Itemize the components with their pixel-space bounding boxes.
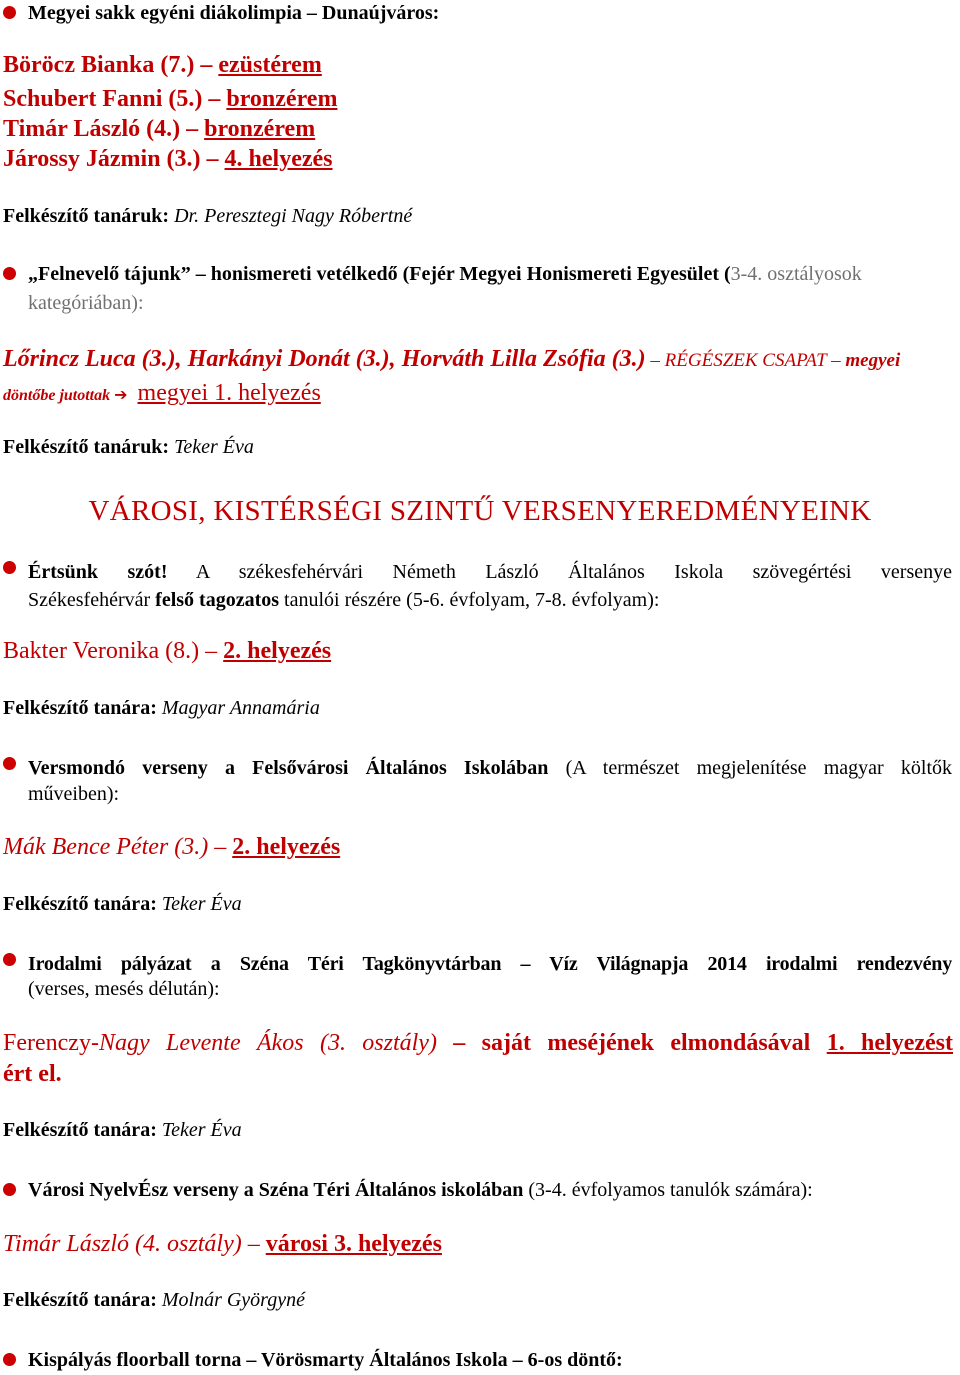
arrow-right-icon: ➔ [114,385,128,404]
section-honismeret-title: „Felnevelő tájunk” – honismereti vetélkedő (Fejér Megyei Honismereti Egyesület (3-4. osztályosok [3,263,862,286]
result-line: Lőrincz Luca (3.), Harkányi Donát (3.), Horváth Lilla Zsófia (3.) – RÉGÉSZEK CSAPAT – megyei [3,346,901,372]
bullet-icon [3,561,16,574]
teacher-line: Felkészítő tanáruk: Teker Éva [3,436,254,458]
result-line-cont: döntőbe jutottak ➔ megyei 1. helyezés [3,380,321,406]
result-line: Böröcz Bianka (7.) – ezüstérem [3,52,322,78]
section-ertsunk-title-cont: Székesfehérvár felső tagozatos tanulói részére (5-6. évfolyam, 7-8. évfolyam): [28,589,660,611]
bullet-icon [3,267,16,280]
teacher-line: Felkészítő tanára: Magyar Annamária [3,697,320,719]
bullet-icon [3,1183,16,1196]
section-versmondo-title: Versmondó verseny a Felsővárosi Általános Iskolában (A természet megjelenítése magyar költők [28,757,952,779]
bullet-icon-wrap [3,757,28,775]
bullet-icon-wrap [3,561,28,579]
result-line-cont: ért el. [3,1061,62,1087]
teacher-line: Felkészítő tanára: Teker Éva [3,893,242,915]
section-floorball-title: Kispályás floorball torna – Vörösmarty Általános Iskola – 6-os döntő: [3,1349,623,1372]
section-versmondo-title-cont: műveiben): [28,783,120,805]
section-heading: VÁROSI, KISTÉRSÉGI SZINTŰ VERSENYEREDMÉNYEINK [88,495,872,527]
bullet-icon [3,6,16,19]
result-line: Járossy Jázmin (3.) – 4. helyezés [3,146,333,172]
section-irodalmi-title-cont: (verses, mesés délután): [28,978,220,1000]
bullet-icon [3,953,16,966]
result-line: Ferenczy-Nagy Levente Ákos (3. osztály) – saját meséjének elmondásával 1. helyezést [3,1030,953,1056]
bullet-icon [3,757,16,770]
section-nyelvesz-title: Városi NyelvÉsz verseny a Széna Téri Általános iskolában (3-4. évfolyamos tanulók számára): [3,1179,813,1202]
result-line: Mák Bence Péter (3.) – 2. helyezés [3,834,341,860]
teacher-line: Felkészítő tanára: Teker Éva [3,1119,242,1141]
teacher-line: Felkészítő tanáruk: Dr. Peresztegi Nagy Róbertné [3,205,413,227]
section-ertsunk-title: Értsünk szót! A székesfehérvári Németh László Általános Iskola szövegértési versenye [28,561,953,583]
result-line: Bakter Veronika (8.) – 2. helyezés [3,638,332,664]
result-line: Schubert Fanni (5.) – bronzérem [3,86,338,112]
result-line: Timár László (4. osztály) – városi 3. helyezés [3,1231,442,1257]
bullet-icon-wrap [3,953,28,971]
section-sakk-title: Megyei sakk egyéni diákolimpia – Dunaújváros: [3,2,439,25]
bullet-icon [3,1353,16,1366]
section-honismeret-title-cont: kategóriában): [28,292,144,314]
result-line: Timár László (4.) – bronzérem [3,116,316,142]
teacher-line: Felkészítő tanára: Molnár Györgyné [3,1289,305,1311]
section-irodalmi-title: Irodalmi pályázat a Széna Téri Tagkönyvtárban – Víz Világnapja 2014 irodalmi rendezvény [28,953,952,975]
